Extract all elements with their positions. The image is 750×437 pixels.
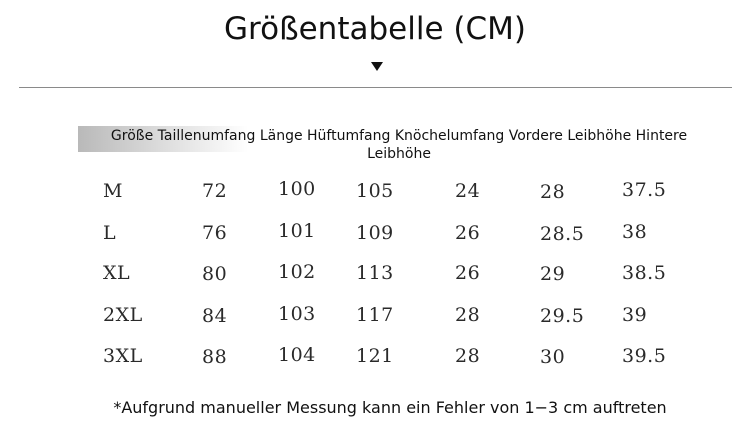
back-rise-cell: 39	[622, 304, 648, 326]
waist-cell: 72	[202, 180, 228, 202]
ankle-cell: 26	[455, 262, 481, 284]
back-rise-cell: 39.5	[622, 345, 667, 367]
front-rise-cell: 29	[540, 263, 566, 285]
length-cell: 101	[278, 220, 316, 242]
divider	[19, 87, 732, 88]
ankle-cell: 24	[455, 180, 481, 202]
front-rise-cell: 30	[540, 346, 566, 368]
back-rise-cell: 38.5	[622, 262, 667, 284]
waist-cell: 84	[202, 305, 228, 327]
length-cell: 104	[278, 344, 316, 366]
page-title: Größentabelle (CM)	[224, 11, 526, 47]
hip-cell: 109	[356, 222, 394, 244]
length-cell: 100	[278, 178, 316, 200]
waist-cell: 76	[202, 222, 228, 244]
back-rise-cell: 38	[622, 221, 648, 243]
waist-cell: 88	[202, 346, 228, 368]
size-cell: 2XL	[103, 304, 143, 326]
hip-cell: 121	[356, 345, 394, 367]
ankle-cell: 28	[455, 345, 481, 367]
size-cell: M	[103, 180, 123, 202]
ankle-cell: 26	[455, 222, 481, 244]
table-header: Größe Taillenumfang Länge Hüftumfang Knöchelumfang Vordere Leibhöhe Hintere Leibhöhe	[110, 128, 688, 162]
size-cell: L	[103, 222, 117, 244]
hip-cell: 105	[356, 180, 394, 202]
chevron-down-icon	[371, 62, 383, 71]
ankle-cell: 28	[455, 304, 481, 326]
back-rise-cell: 37.5	[622, 179, 667, 201]
waist-cell: 80	[202, 263, 228, 285]
size-cell: 3XL	[103, 345, 143, 367]
measurement-note: *Aufgrund manueller Messung kann ein Fehler von 1−3 cm auftreten	[113, 398, 667, 417]
length-cell: 103	[278, 303, 316, 325]
hip-cell: 113	[356, 262, 394, 284]
length-cell: 102	[278, 261, 316, 283]
front-rise-cell: 28	[540, 181, 566, 203]
front-rise-cell: 28.5	[540, 223, 585, 245]
size-cell: XL	[103, 262, 131, 284]
front-rise-cell: 29.5	[540, 305, 585, 327]
hip-cell: 117	[356, 304, 394, 326]
